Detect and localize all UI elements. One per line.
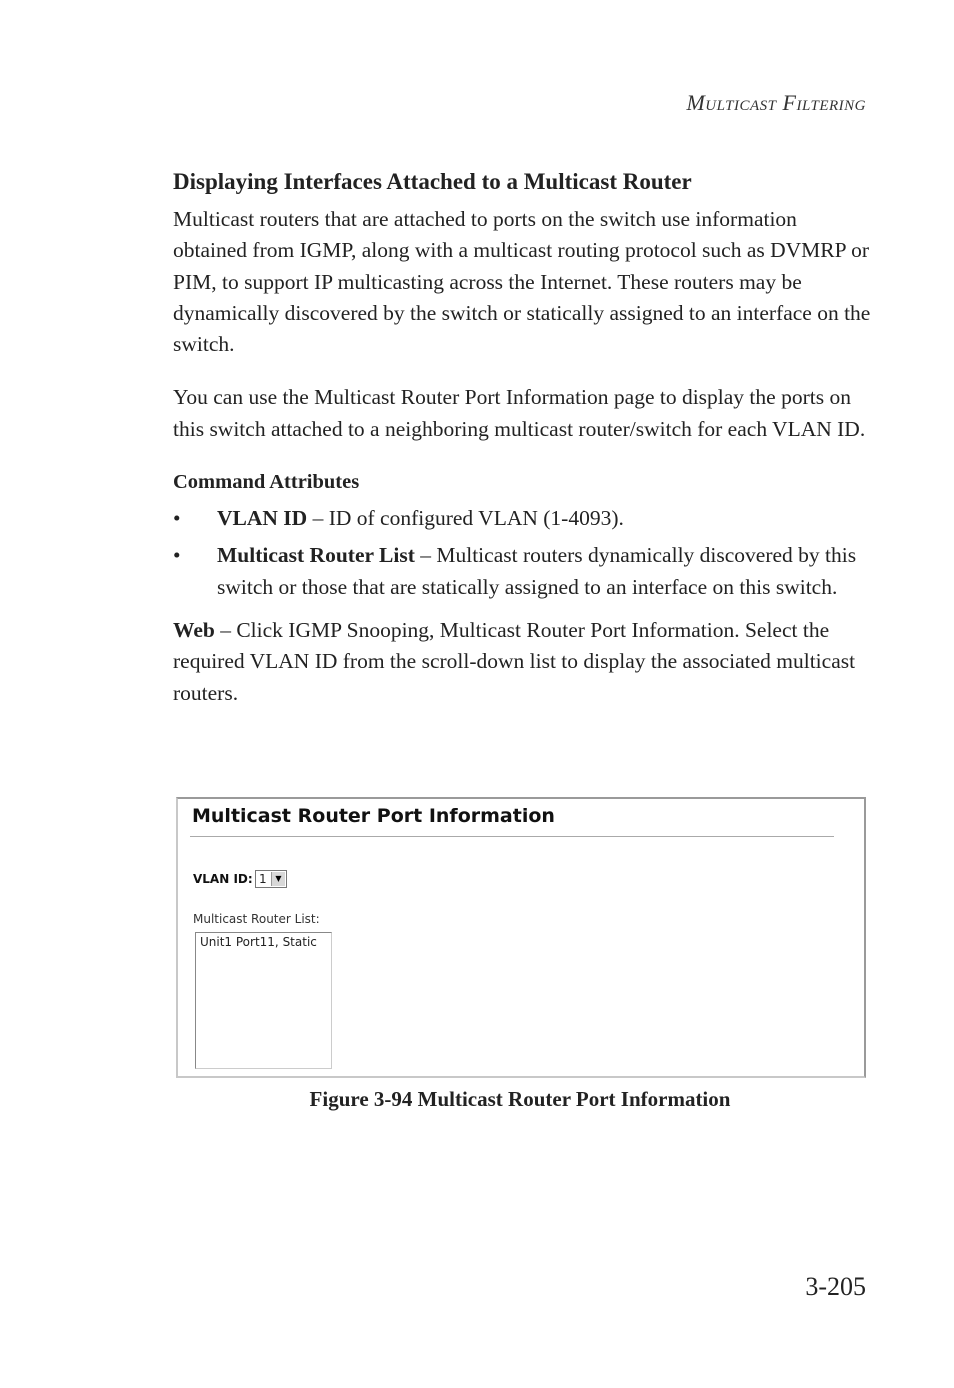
- running-head: Multicast Filtering: [686, 90, 866, 115]
- page-content: [173, 166, 873, 709]
- vlan-id-value: 1: [259, 872, 267, 886]
- bullet: •: [173, 543, 181, 568]
- attribute-router-list: [173, 540, 873, 603]
- divider: [190, 836, 834, 837]
- usage-paragraph: You can use the Multicast Router Port Information page to display the ports on this switch attached to a neighboring multicast router/switch for each VLAN ID.: [173, 385, 866, 441]
- web-instructions: [173, 615, 873, 709]
- figure-caption: Figure 3-94 Multicast Router Port Information: [309, 1087, 731, 1111]
- web-desc: – Click IGMP Snooping, Multicast Router Port Information. Select the required VLAN ID from the scroll-down list to display the associated multicast routers.: [173, 617, 856, 705]
- list-item[interactable]: Unit1 Port11, Static: [200, 935, 317, 949]
- attributes-list: [173, 503, 873, 603]
- screenshot-panel: [176, 797, 866, 1078]
- page-number: 3-205: [805, 1272, 866, 1301]
- panel-title: Multicast Router Port Information: [192, 805, 555, 827]
- section-heading: Displaying Interfaces Attached to a Multicast Router: [173, 169, 692, 194]
- vlan-id-label: VLAN ID:: [193, 872, 253, 886]
- attribute-desc: – ID of configured VLAN (1-4093).: [307, 506, 624, 531]
- router-list-label: Multicast Router List:: [193, 912, 320, 926]
- chevron-down-icon[interactable]: ▼: [271, 872, 285, 886]
- attributes-heading: Command Attributes: [173, 471, 360, 494]
- router-list-box[interactable]: [195, 932, 332, 1069]
- attribute-desc: – Multicast routers dynamically discovered by this switch or those that are statically assigned to an interface on this switch.: [217, 543, 857, 599]
- vlan-id-select[interactable]: [255, 870, 287, 888]
- attribute-term: VLAN ID: [217, 506, 308, 531]
- web-term: Web: [173, 617, 215, 642]
- attribute-vlan-id: [173, 503, 873, 534]
- attribute-term: Multicast Router List: [217, 543, 415, 568]
- bullet: •: [173, 506, 181, 531]
- intro-paragraph: Multicast routers that are attached to ports on the switch use information obtained from IGMP, along with a multicast routing protocol such as DVMRP or PIM, to support IP multicasting across the Internet. These routers may be dynamically discovered by the switch or statically assigned to an interface on the switch.: [173, 207, 871, 357]
